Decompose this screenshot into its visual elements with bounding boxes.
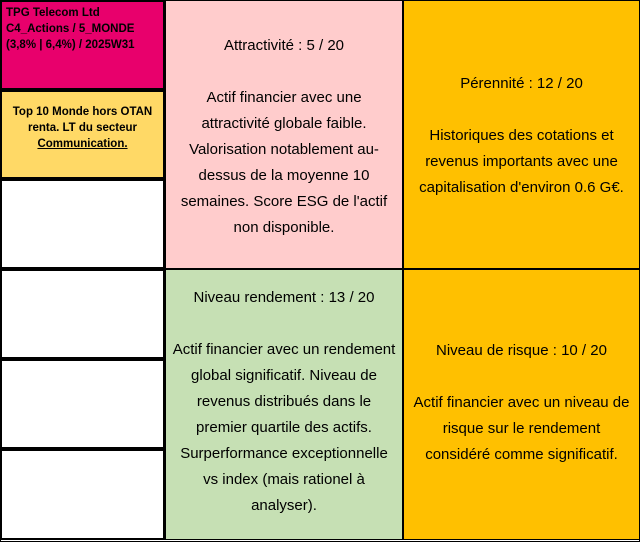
- ranking-line-1: Top 10 Monde hors OTAN: [12, 106, 153, 118]
- risque-description: Actif financier avec un niveau de risque sur le rendement considéré comme significatif.: [413, 394, 630, 463]
- empty-cell-4: [0, 449, 165, 540]
- ranking-badge: [0, 90, 165, 179]
- asset-header: [0, 0, 165, 90]
- performance-stats: (3,8% | 6,4%) / 2025W31: [6, 39, 135, 51]
- company-name: TPG Telecom Ltd: [6, 7, 100, 19]
- rendement-description: Actif financier avec un rendement global significatif. Niveau de revenus distribués dans le premier quartile des actifs. Surperformance exceptionnelle vs index (mais rationel à analyser).: [172, 341, 396, 514]
- empty-cell-1: [0, 179, 165, 269]
- risque-panel: [403, 269, 640, 540]
- rendement-score: Niveau rendement : 13 / 20: [193, 289, 375, 306]
- attractivite-score: Attractivité : 5 / 20: [223, 37, 345, 54]
- perennite-panel: [403, 0, 640, 269]
- perennite-score: Pérennité : 12 / 20: [460, 75, 583, 92]
- ranking-line-3: Communication.: [37, 138, 128, 150]
- portfolio-name: C4_Actions / 5_MONDE: [6, 23, 135, 35]
- risque-score: Niveau de risque : 10 / 20: [436, 342, 607, 359]
- attractivite-panel: [165, 0, 403, 269]
- ranking-line-2: renta. LT du secteur: [27, 122, 138, 134]
- perennite-description: Historiques des cotations et revenus importants avec une capitalisation d'environ 0.6 G€.: [419, 127, 624, 196]
- attractivite-description: Actif financier avec une attractivité globale faible. Valorisation notablement au-dessus de la moyenne 10 semaines. Score ESG de l'actif non disponible.: [180, 89, 388, 236]
- rendement-panel: [165, 269, 403, 540]
- empty-cell-2: [0, 269, 165, 359]
- empty-cell-3: [0, 359, 165, 449]
